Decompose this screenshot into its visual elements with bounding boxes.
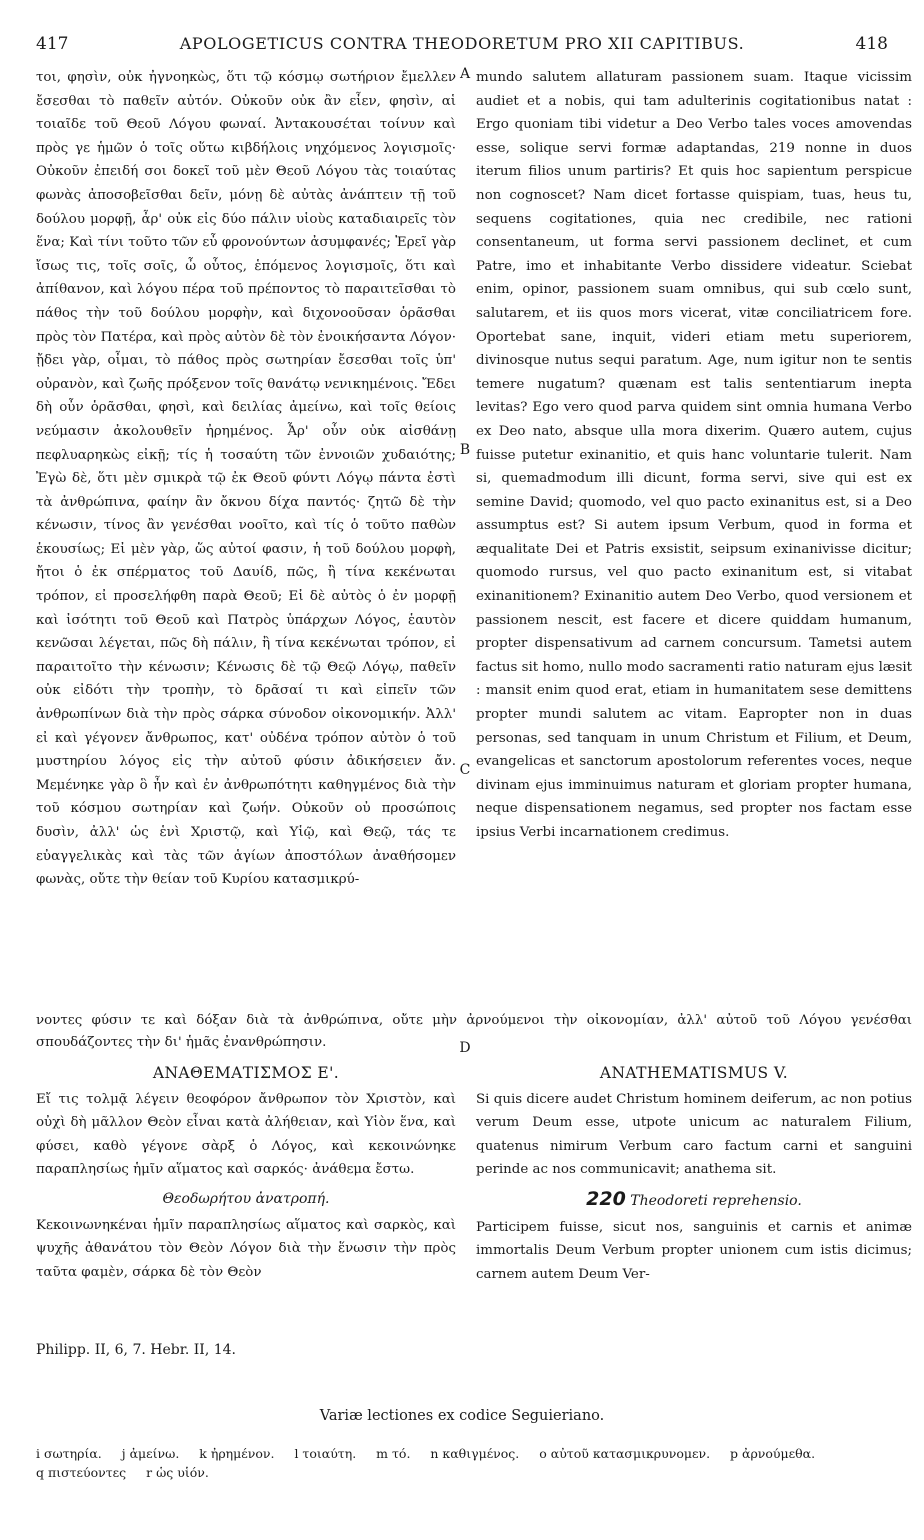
anathema-greek-subheading: Θεοδωρήτου ἀνατροπή.: [162, 1190, 330, 1207]
variant-item: j ἀμείνω.: [121, 1446, 180, 1461]
margin-letter-d: D: [459, 1040, 471, 1056]
anathema-latin-subheading: Theodoreti reprehensio.: [630, 1192, 802, 1209]
margin-letter-a: A: [459, 66, 471, 82]
latin-column: [476, 66, 912, 845]
scripture-footnotes: [36, 1342, 236, 1358]
variant-item: q πιστεύοντες: [36, 1465, 127, 1480]
anathema-greek-section: [36, 1062, 456, 1284]
anathema-greek-text: Εἴ τις τολμᾷ λέγειν θεοφόρον ἄνθρωπον τὸν Χριστὸν, καὶ οὐχὶ δὴ μᾶλλον Θεὸν εἶναι κατὰ ἀλήθειαν, καὶ Υἱὸν ἕνα, καὶ φύσει, καθὸ γέγονε σὰρξ ὁ Λόγος, καὶ κεκοινώνηκε παραπλησίως ἡμῖν αἵματος καὶ σαρκός· ἀνάθεμα ἔστω.: [36, 1091, 456, 1178]
variant-item: r ὡς υἱόν.: [146, 1465, 209, 1480]
variant-item: i σωτηρία.: [36, 1446, 102, 1461]
variae-title: Variæ lectiones ex codice Seguieriano.: [319, 1408, 605, 1424]
greek-column: [36, 66, 456, 892]
latin-text: mundo salutem allaturam passionem suam. Itaque vicissim audiet et a nobis, qui tam adulterinis cogitationibus natat : Ergo quoniam tibi videtur a Deo Verbo tales voces amovendas esse, solique servi formæ adaptandas, 219 nonne in duos iterum filios unum partiris? Et quis hoc sapientum perspicue non cognoscet? Nam dicet fortasse quispiam, tuas, heus tu, sequens cogitationes, quia nec credibile, nec rationi consentaneum, ut forma servi passionem declinet, et cum Patre, imo et inhabitante Verbo dissidere videatur. Sciebat enim, opinor, passionem suam omnibus, qui sub cœlo sunt, salutarem, et iis quos mors vicerat, vitæ conciliatricem fore. Oportebat sane, inquit, videri etiam metu superiorem, divinosque nutus sequi paratum. Age, num igitur non te sentis temere nugatum? quænam est talis sententiarum inepta levitas? Ego vero quod parva quidem sint omnia humana Verbo ex Deo nato, absque ulla mora dixerim. Quæro autem, cujus fuisse putetur exinanitio, et quis hanc voluntarie tulerit. Nam si, quemadmodum illi dicunt, forma servi, sive qui est ex semine David; quomodo, vel quo pacto exinanitus est, si a Deo assumptus est? Si autem ipsum Verbum, quod in forma et æqualitate Dei et Patris exsistit, seipsum exinanivisse dicitur; quomodo rursus, vel quo pacto exinanitum est, si vitabat exinanitionem? Exinanitio autem Deo Verbo, quod versionem et passionem nescit, est facere et dicere quiddam humanum, propter dispensativum ad carnem concursum. Tametsi autem factus sit homo, nullo modo sacramenti ratio naturam ejus læsit : mansit enim quod erat, etiam in humanitatem sese demittens propter mundi salutem ac vitam. Eapropter non in duas personas, sed tanquam in unum Christum et Filium, et Deum, evangelicas et sanctorum apostolorum referentes voces, neque divinam ejus imminuimus naturam et gloriam propter humana, neque dispensationem negamus, sed propter nos factam esse ipsius Verbi incarnationem credimus.: [476, 70, 912, 840]
variant-item: p ἀρνούμεθα.: [730, 1446, 816, 1461]
variant-item: o αὐτοῦ κατασμικρυνομεν.: [539, 1446, 711, 1461]
anathema-latin-section: [476, 1062, 912, 1286]
section-number: 220: [586, 1187, 626, 1210]
page-number-left: 417: [36, 34, 69, 54]
anathema-latin-subheading-line: [476, 1188, 912, 1214]
variant-item: k ἠρημένον.: [199, 1446, 275, 1461]
variant-item: m τό.: [376, 1446, 411, 1461]
variant-item: n καθιγμένος.: [430, 1446, 520, 1461]
anathema-greek-text2: Κεκοινωνηκέναι ἡμῖν παραπλησίως αἵματος καὶ σαρκὸς, καὶ ψυχῆς ἀθανάτου τὸν Θεὸν Λόγον διὰ τὴν ἕνωσιν τὴν πρὸς ταῦτα φαμὲν, σάρκα δὲ τὸν Θεὸν: [36, 1217, 456, 1280]
greek-text: τοι, φησὶν, οὐκ ἠγνοηκὼς, ὅτι τῷ κόσμῳ σωτήριον ἔμελλεν ἔσεσθαι τὸ παθεῖν αὐτόν. Οὐκοῦν οὐκ ἂν εἶεν, φησὶν, αἱ τοιαῖδε τοῦ Θεοῦ Λόγου φωναί. Ἀντακουσέται τοίνυν καὶ πρὸς γε ἡμῶν ὁ τοῖς οὕτω κιβδήλοις νηχόμενος λογισμοῖς· Οὐκοῦν ἐπειδή σοι δοκεῖ τοῦ μὲν Θεοῦ Λόγου τὰς τοιαύτας φωνὰς ἀποσοβεῖσθαι δεῖν, μόνῃ δὲ αὐτὰς ἀνάπτειν τῇ τοῦ δούλου μορφῇ, ἆρ' οὐκ εἰς δύο πάλιν υἱοὺς καταδιαιρεῖς τὸν ἕνα; Καὶ τίνι τοῦτο τῶν εὖ φρονούντων ἀσυμφανές; Ἐρεῖ γὰρ ἴσως τις, τοῖς σοῖς, ὦ οὗτος, ἑπόμενος λογισμοῖς, ὅτι καὶ ἀπίθανον, καὶ λόγου πέρα τοῦ πρέποντος τὸ παραιτεῖσθαι τὸ πάθος τὴν τοῦ δούλου μορφὴν, καὶ διχονοοῦσαν ὁρᾶσθαι πρὸς τὸν Πατέρα, καὶ πρὸς αὐτὸν δὲ τὸν ἐνοικήσαντα Λόγον· ᾔδει γὰρ, οἶμαι, τὸ πάθος πρὸς σωτηρίαν ἔσεσθαι τοῖς ὑπ' οὐρανὸν, καὶ ζωῆς πρόξενον τοῖς θανάτῳ νενικημένοις. Ἔδει δὴ οὖν ὁρᾶσθαι, φησὶ, καὶ δειλίας ἀμείνω, καὶ τοῖς θείοις νεύμασιν ἀκολουθεῖν ἠρημένος. Ἆρ' οὖν οὐκ αἰσθάνῃ πεφλυαρηκὼς εἰκῇ; τίς ἡ τοσαύτη τῶν ἐννοιῶν χυδαιότης; Ἐγὼ δὲ, ὅτι μὲν σμικρὰ τῷ ἐκ Θεοῦ φύντι Λόγῳ πάντα ἐστὶ τὰ ἀνθρώπινα, φαίην ἂν ὄκνου δίχα παντός· ζητῶ δὲ τὴν κένωσιν, τίνος ἂν γενέσθαι νοοῖτο, καὶ τίς ὁ τοῦτο παθὼν ἑκουσίως; Εἰ μὲν γὰρ, ὥς αὐτοί φασιν, ἡ τοῦ δούλου μορφὴ, ἤτοι ὁ ἐκ σπέρματος τοῦ Δαυίδ, πῶς, ἢ τίνα κεκένωται τρόπον, εἰ προσελήφθη παρὰ Θεοῦ; Εἰ δὲ αὐτὸς ὁ ἐν μορφῇ καὶ ἰσότητι τοῦ Θεοῦ καὶ Πατρὸς ὑπάρχων Λόγος, ἑαυτὸν κενῶσαι λέγεται, πῶς δὴ πάλιν, ἢ τίνα κεκένωται τρόπον, εἰ παραιτοῖτο τὴν κένωσιν; Κένωσις δὲ τῷ Θεῷ Λόγῳ, παθεῖν οὐκ εἰδότι τὴν τροπὴν, τὸ δρᾶσαί τι καὶ εἰπεῖν τῶν ἀνθρωπίνων διὰ τὴν πρὸς σάρκα σύνοδον οἰκονομικήν. Ἀλλ' εἰ καὶ γέγονεν ἄνθρωπος, κατ' οὐδένα τρόπον αὐτὸν ὁ τοῦ μυστηρίου λόγος εἰς τὴν αὐτοῦ φύσιν ἀδικήσειεν ἄν. Μεμένηκε γὰρ ὃ ἦν καὶ ἐν ἀνθρωπότητι καθηγμένος διὰ τὴν τοῦ κόσμου σωτηρίαν καὶ ζωήν. Οὐκοῦν οὐ προσώποις δυσὶν, ἀλλ' ὡς ἑνὶ Χριστῷ, καὶ Υἱῷ, καὶ Θεῷ, τάς τε εὐαγγελικὰς καὶ τὰς τῶν ἁγίων ἀποστόλων ἀναθήσομεν φωνὰς, οὔτε τὴν θείαν τοῦ Κυρίου κατασμικρύ-: [36, 70, 456, 888]
running-title: APOLOGETICUS CONTRA THEODORETUM PRO XII CAPITIBUS.: [179, 34, 745, 53]
margin-letter-b: B: [459, 442, 471, 458]
anathema-greek-heading: ΑΝΑΘΕΜΑΤΙΣΜΟΣ Ε'.: [152, 1064, 340, 1082]
page-header: [36, 34, 888, 60]
anathema-latin-heading: ANATHEMATISMUS V.: [599, 1064, 789, 1082]
margin-letter-c: C: [459, 762, 471, 778]
variant-item: l τοιαύτη.: [294, 1446, 357, 1461]
variant-readings: [36, 1444, 912, 1482]
scripture-footnote-text: Philipp. II, 6, 7. Hebr. II, 14.: [36, 1342, 237, 1358]
full-width-line: [36, 1010, 912, 1054]
anathema-latin-text2: Participem fuisse, sicut nos, sanguinis et carnis et animæ immortalis Deum Verbum propter unionem cum istis dicimus; carnem autem Deum Ver-: [476, 1219, 912, 1282]
page-number-right: 418: [855, 34, 888, 54]
full-width-text: νοντες φύσιν τε καὶ δόξαν διὰ τὰ ἀνθρώπινα, οὔτε μὴν ἀρνούμενοι τὴν οἰκονομίαν, ἀλλ' αὐτοῦ τοῦ Λόγου γενέσθαι σπουδάζοντες τὴν δι' ἡμᾶς ἐνανθρώπησιν.: [36, 1013, 912, 1050]
anathema-latin-text: Si quis dicere audet Christum hominem deiferum, ac non potius verum Deum esse, utpote unicum ac naturalem Filium, quatenus nimirum Verbum caro factum carni et sanguini perinde ac nos communicavit; anathema sit.: [476, 1091, 912, 1178]
